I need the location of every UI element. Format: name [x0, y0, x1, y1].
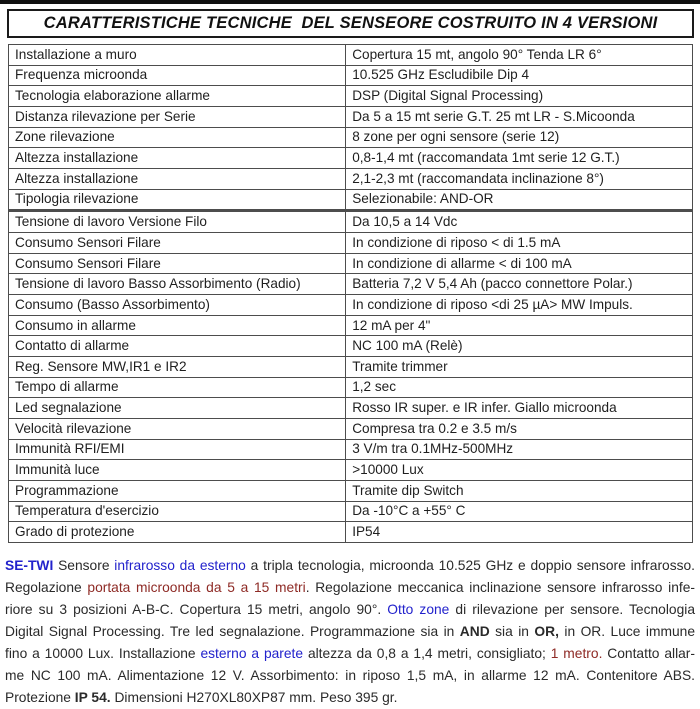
spec-value: 3 V/m tra 0.1MHz-500MHz — [346, 439, 693, 460]
highlighted-text: portata microonda da 5 a 15 metri — [87, 580, 306, 595]
body-text: altezza da 0,8 a 1,4 metri, consigliato; — [303, 646, 551, 661]
highlighted-text: 1 metro. — [550, 646, 603, 661]
spec-label: Consumo in allarme — [9, 315, 346, 336]
paragraph-line — [5, 577, 695, 599]
table-row — [9, 315, 693, 336]
spec-label: Frequenza microonda — [9, 65, 346, 86]
table-row — [9, 501, 693, 522]
spec-value: Da 5 a 15 mt serie G.T. 25 mt LR - S.Micoonda — [346, 106, 693, 127]
spec-value: Copertura 15 mt, angolo 90° Tenda LR 6° — [346, 45, 693, 66]
spec-label: Altezza installazione — [9, 148, 346, 169]
highlighted-text: esterno a parete — [200, 646, 304, 661]
paragraph-line — [5, 599, 695, 621]
body-text: a tripla tecnologia, microonda 10.525 GHz e doppio sensore infrarosso. — [245, 558, 696, 573]
body-text: riore su 3 posizioni A-B-C. Copertura 15 metri, angolo 90°. — [5, 602, 388, 617]
body-text: Regolazione — [5, 580, 88, 595]
table-row — [9, 106, 693, 127]
spec-label: Grado di protezione — [9, 522, 346, 543]
body-text: me NC 100 mA. Alimentazione 12 V. Assorbimento: in riposo 1,5 mA, in allarme 12 mA. Contenitore ABS. — [5, 668, 695, 683]
spec-label: Consumo Sensori Filare — [9, 233, 346, 254]
table-row — [9, 189, 693, 211]
spec-value: 12 mA per 4" — [346, 315, 693, 336]
spec-value: DSP (Digital Signal Processing) — [346, 86, 693, 107]
spec-label: Led segnalazione — [9, 398, 346, 419]
body-text: in OR. Luce immune — [558, 624, 695, 639]
spec-value: IP54 — [346, 522, 693, 543]
spec-value: 0,8-1,4 mt (raccomandata 1mt serie 12 G.T.) — [346, 148, 693, 169]
table-row — [9, 439, 693, 460]
spec-value: 8 zone per ogni sensore (serie 12) — [346, 127, 693, 148]
table-row — [9, 336, 693, 357]
highlighted-text: OR, — [534, 624, 559, 639]
highlighted-text: Otto zone — [387, 602, 450, 617]
table-row — [9, 211, 693, 233]
table-row — [9, 168, 693, 189]
spec-value: In condizione di allarme < di 100 mA — [346, 253, 693, 274]
highlighted-text: AND — [459, 624, 490, 639]
body-text: fino a 10000 Lux. Installazione — [5, 646, 201, 661]
spec-value: In condizione di riposo < di 1.5 mA — [346, 233, 693, 254]
spec-label: Tensione di lavoro Versione Filo — [9, 211, 346, 233]
spec-value: Batteria 7,2 V 5,4 Ah (pacco connettore Polar.) — [346, 274, 693, 295]
body-text: . Regolazione meccanica inclinazione sensore infrarosso infe- — [305, 580, 695, 595]
description-paragraph — [5, 555, 695, 709]
table-row — [9, 460, 693, 481]
spec-label: Immunità luce — [9, 460, 346, 481]
spec-label: Tipologia rilevazione — [9, 189, 346, 211]
table-row — [9, 480, 693, 501]
spec-value: Da 10,5 a 14 Vdc — [346, 211, 693, 233]
table-row — [9, 148, 693, 169]
table-row — [9, 253, 693, 274]
table-row — [9, 45, 693, 66]
spec-label: Tensione di lavoro Basso Assorbimento (Radio) — [9, 274, 346, 295]
table-row — [9, 274, 693, 295]
page-title: CARATTERISTICHE TECNICHE DEL SENSEORE COSTRUITO IN 4 VERSIONI — [43, 14, 658, 32]
body-text: sia in — [489, 624, 535, 639]
spec-label: Programmazione — [9, 480, 346, 501]
title-box — [7, 9, 694, 38]
table-row — [9, 233, 693, 254]
paragraph-line — [5, 665, 695, 687]
body-text: Sensore — [53, 558, 115, 573]
highlighted-text: SE-TWI — [5, 558, 54, 573]
body-text: Protezione — [5, 690, 75, 705]
paragraph-line — [5, 687, 695, 709]
table-row — [9, 127, 693, 148]
spec-value: 1,2 sec — [346, 377, 693, 398]
table-row — [9, 398, 693, 419]
table-row — [9, 377, 693, 398]
spec-value: Compresa tra 0.2 e 3.5 m/s — [346, 418, 693, 439]
spec-value: Da -10°C a +55° C — [346, 501, 693, 522]
table-row — [9, 295, 693, 316]
highlighted-text: infrarosso da esterno — [114, 558, 246, 573]
table-row — [9, 86, 693, 107]
body-text: Contatto allar- — [602, 646, 695, 661]
highlighted-text: IP 54. — [74, 690, 111, 705]
spec-label: Installazione a muro — [9, 45, 346, 66]
spec-label: Temperatura d'esercizio — [9, 501, 346, 522]
body-text: Digital Signal Processing. Tre led segnalazione. Programmazione sia in — [5, 624, 460, 639]
spec-table-body — [9, 45, 693, 543]
spec-table — [8, 44, 693, 543]
spec-value: Selezionabile: AND-OR — [346, 189, 693, 211]
spec-label: Zone rilevazione — [9, 127, 346, 148]
top-rule — [0, 0, 700, 4]
table-row — [9, 522, 693, 543]
paragraph-line — [5, 643, 695, 665]
body-text: di rilevazione per sensore. Tecnologia — [449, 602, 696, 617]
body-text: Dimensioni H270XL80XP87 mm. Peso 395 gr. — [110, 690, 398, 705]
spec-label: Tempo di allarme — [9, 377, 346, 398]
spec-label: Tecnologia elaborazione allarme — [9, 86, 346, 107]
spec-label: Distanza rilevazione per Serie — [9, 106, 346, 127]
spec-value: >10000 Lux — [346, 460, 693, 481]
paragraph-line — [5, 555, 695, 577]
spec-value: Tramite trimmer — [346, 357, 693, 378]
spec-value: In condizione di riposo <di 25 µA> MW Impuls. — [346, 295, 693, 316]
table-row — [9, 65, 693, 86]
spec-label: Velocità rilevazione — [9, 418, 346, 439]
spec-value: Rosso IR super. e IR infer. Giallo microonda — [346, 398, 693, 419]
spec-value: 10.525 GHz Escludibile Dip 4 — [346, 65, 693, 86]
spec-value: Tramite dip Switch — [346, 480, 693, 501]
spec-label: Immunità RFI/EMI — [9, 439, 346, 460]
table-row — [9, 357, 693, 378]
spec-label: Consumo Sensori Filare — [9, 253, 346, 274]
spec-label: Contatto di allarme — [9, 336, 346, 357]
paragraph-line — [5, 621, 695, 643]
table-row — [9, 418, 693, 439]
spec-label: Reg. Sensore MW,IR1 e IR2 — [9, 357, 346, 378]
spec-value: 2,1-2,3 mt (raccomandata inclinazione 8°) — [346, 168, 693, 189]
spec-value: NC 100 mA (Relè) — [346, 336, 693, 357]
spec-label: Altezza installazione — [9, 168, 346, 189]
spec-label: Consumo (Basso Assorbimento) — [9, 295, 346, 316]
